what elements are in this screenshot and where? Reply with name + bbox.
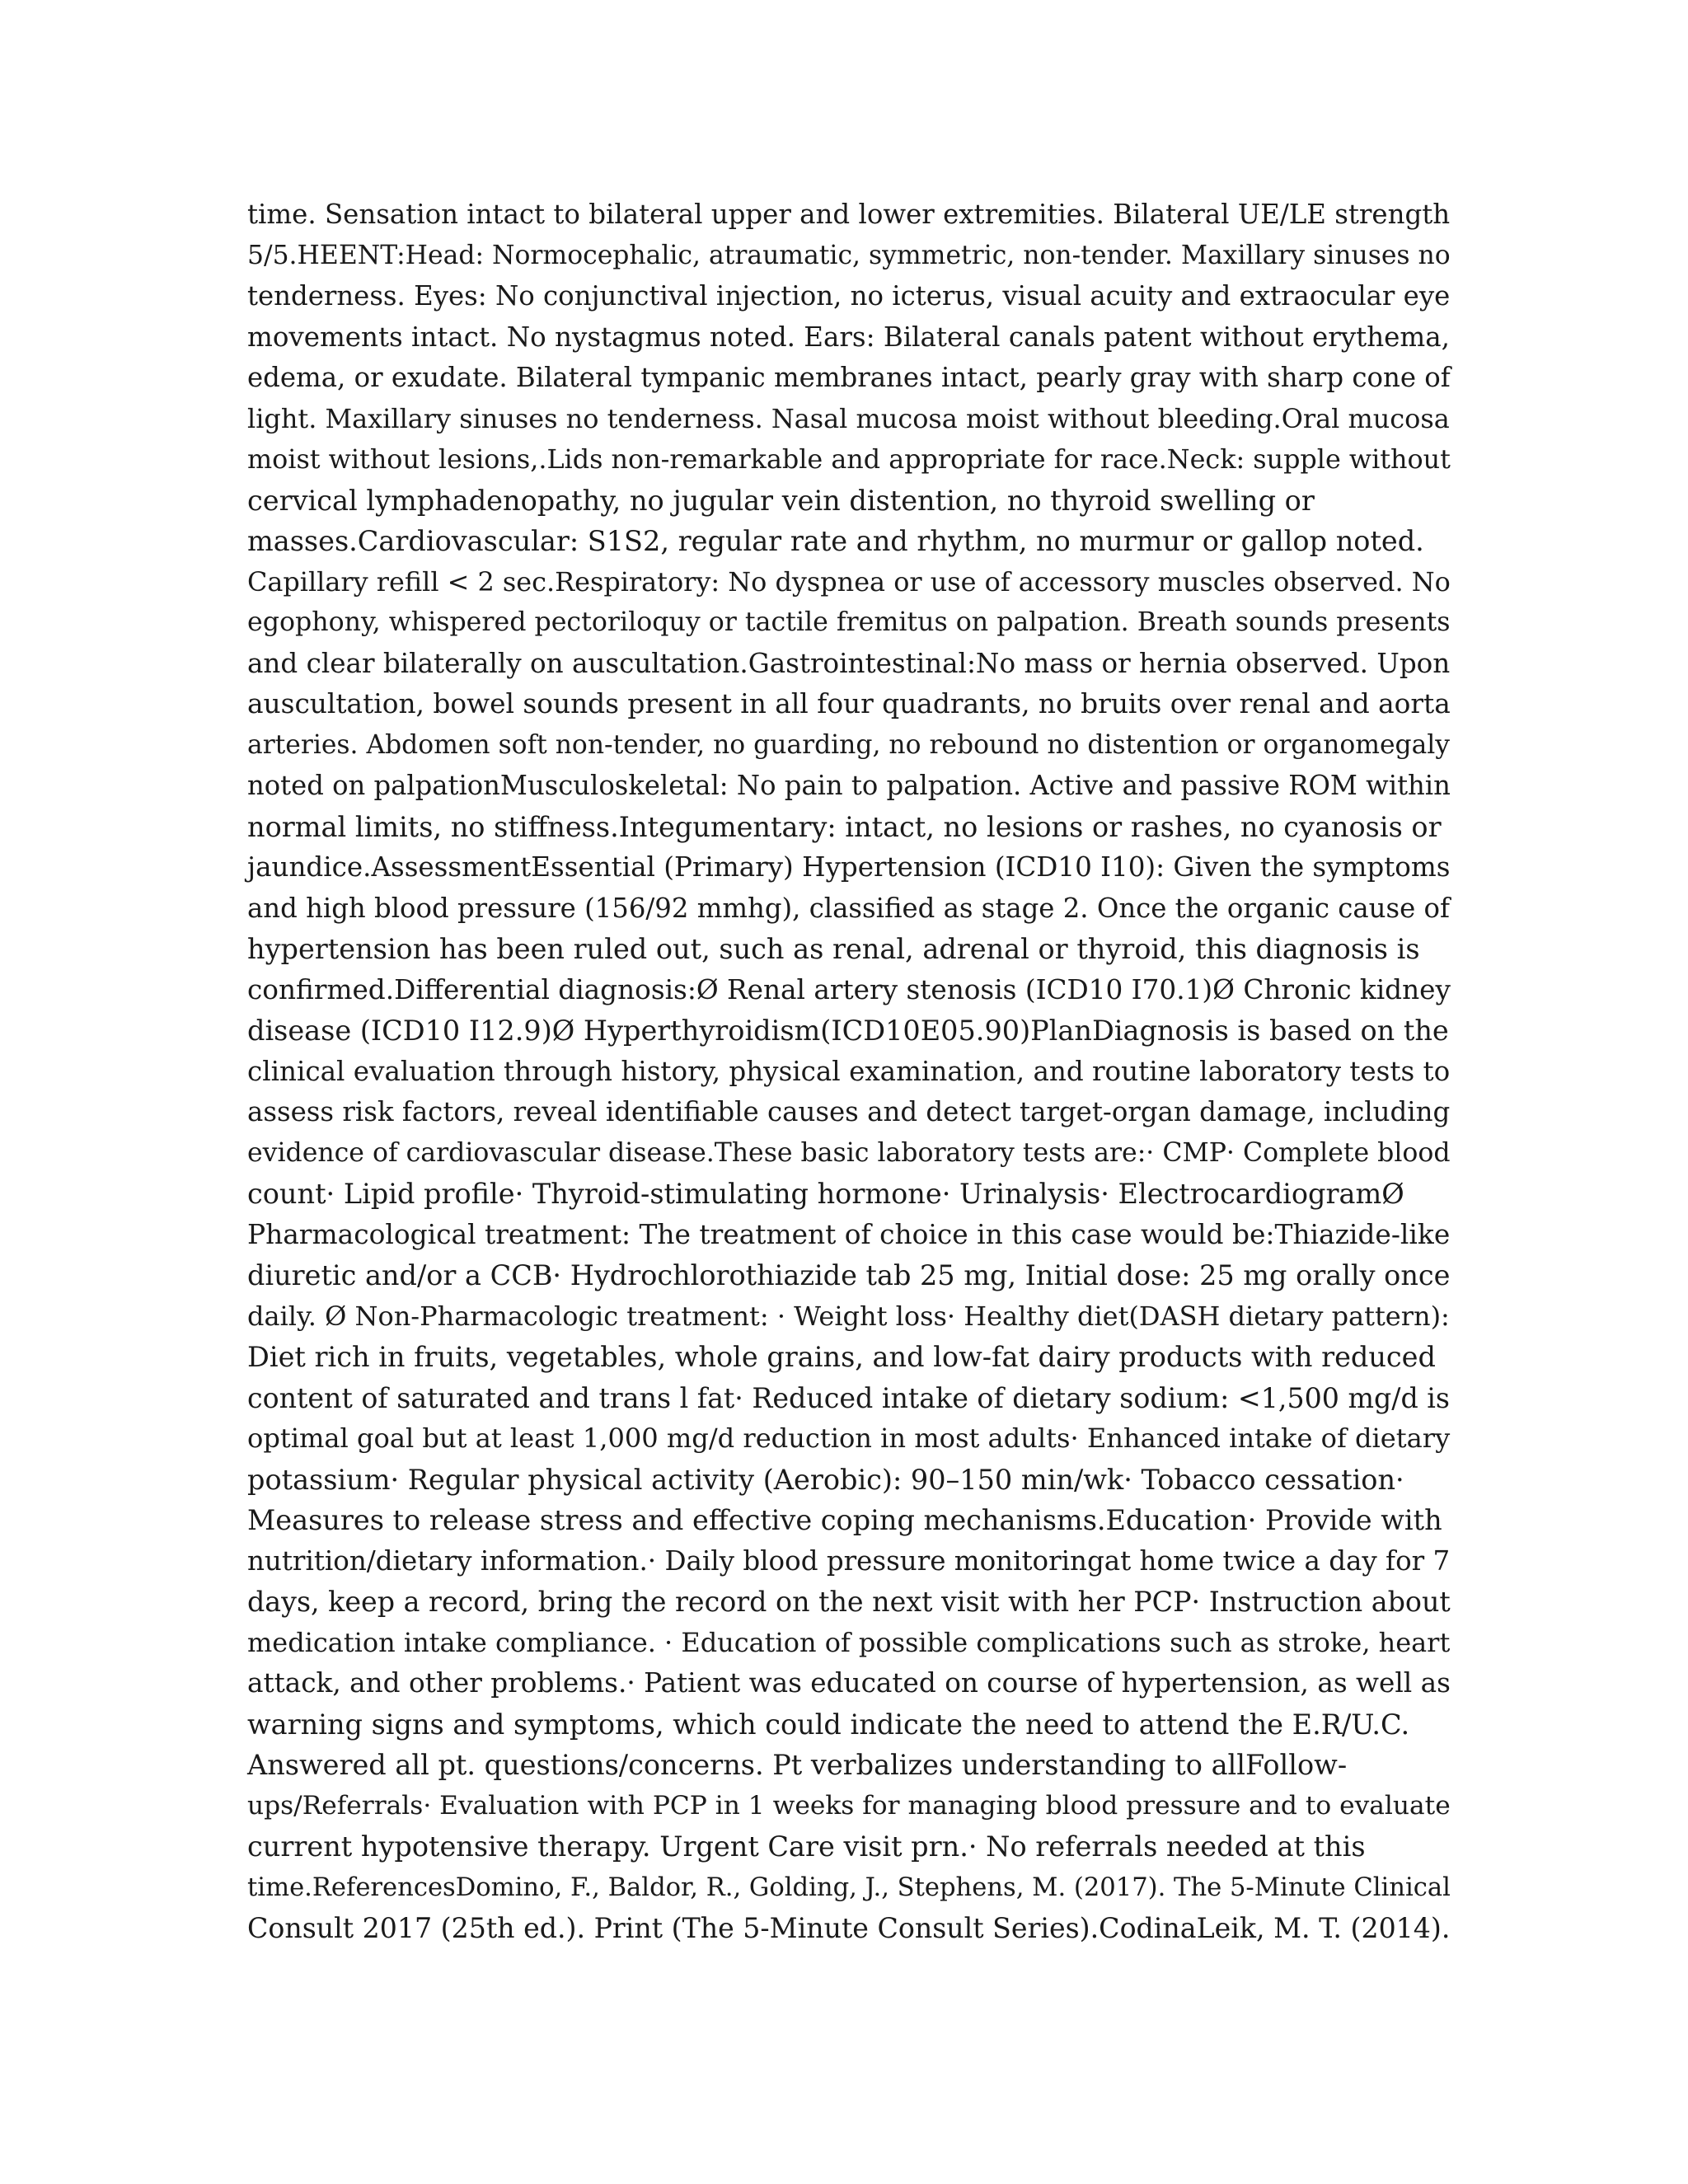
document-text-line: egophony, whispered pectoriloquy or tactile fremitus on palpation. Breath sounds presents — [247, 607, 1451, 637]
document-body-text — [247, 194, 1451, 1949]
document-text-line: Answered all pt. questions/concerns. Pt verbalizes understanding to allFollow- — [247, 1749, 1348, 1781]
document-text-line: Capillary refill < 2 sec.Respiratory: No dyspnea or use of accessory muscles observed. No — [247, 565, 1451, 598]
document-text-line: warning signs and symptoms, which could indicate the need to attend the E.R/U.C. — [247, 1708, 1410, 1741]
document-text-line: edema, or exudate. Bilateral tympanic membranes intact, pearly gray with sharp cone of — [247, 362, 1451, 393]
document-text-line: content of saturated and trans l fat· Reduced intake of dietary sodium: <1,500 mg/d is — [247, 1381, 1450, 1414]
document-text-line: attack, and other problems.· Patient was educated on course of hypertension, as well as — [247, 1667, 1451, 1699]
document-text-line: tenderness. Eyes: No conjunctival injection, no icterus, visual acuity and extraocular eye — [247, 280, 1451, 312]
document-text-line: light. Maxillary sinuses no tenderness. Nasal mucosa moist without bleeding.Oral mucosa — [247, 402, 1450, 434]
document-text-line: time.ReferencesDomino, F., Baldor, R., Golding, J., Stephens, M. (2017). The 5-Minute Clinical — [247, 1872, 1451, 1902]
document-text-line: jaundice.AssessmentEssential (Primary) Hypertension (ICD10 I10): Given the symptoms — [247, 851, 1451, 883]
document-text-line: 5/5.HEENT:Head: Normocephalic, atraumatic, symmetric, non-tender. Maxillary sinuses no — [247, 240, 1451, 270]
document-text-line: Pharmacological treatment: The treatment of choice in this case would be:Thiazide-like — [247, 1218, 1451, 1250]
document-text-line: medication intake compliance. · Education of possible complications such as stroke, heart — [247, 1626, 1451, 1658]
document-text-line: daily. Ø Non-Pharmacologic treatment: · Weight loss· Healthy diet(DASH dietary pattern): — [247, 1300, 1450, 1332]
document-text-line: diuretic and/or a CCB· Hydrochlorothiazide tab 25 mg, Initial dose: 25 mg orally once — [247, 1259, 1451, 1291]
document-text-line: optimal goal but at least 1,000 mg/d reduction in most adults· Enhanced intake of dietary — [247, 1422, 1451, 1454]
document-text-line: assess risk factors, reveal identifiable causes and detect target-organ damage, including — [247, 1096, 1451, 1127]
document-text-line: evidence of cardiovascular disease.These basic laboratory tests are:· CMP· Complete blood — [247, 1137, 1451, 1168]
document-text-line: noted on palpationMusculoskeletal: No pain to palpation. Active and passive ROM within — [247, 770, 1451, 801]
document-text-line: movements intact. No nystagmus noted. Ears: Bilateral canals patent without erythema, — [247, 321, 1450, 353]
document-text-line: and clear bilaterally on auscultation.Gastrointestinal:No mass or hernia observed. Upon — [247, 647, 1451, 679]
document-text-line: current hypotensive therapy. Urgent Care visit prn.· No referrals needed at this — [247, 1830, 1366, 1863]
document-text-line: auscultation, bowel sounds present in all four quadrants, no bruits over renal and aorta — [247, 688, 1451, 719]
document-text-line: days, keep a record, bring the record on the next visit with her PCP· Instruction about — [247, 1586, 1451, 1618]
document-text-line: and high blood pressure (156/92 mmhg), classified as stage 2. Once the organic cause of — [247, 892, 1450, 924]
document-text-line: moist without lesions,.Lids non-remarkable and appropriate for race.Neck: supple without — [247, 444, 1451, 475]
document-text-line: ups/Referrals· Evaluation with PCP in 1 weeks for managing blood pressure and to evaluate — [247, 1790, 1451, 1821]
document-text-line: normal limits, no stiffness.Integumentary: intact, no lesions or rashes, no cyanosis or — [247, 810, 1442, 843]
document-text-line: time. Sensation intact to bilateral upper and lower extremities. Bilateral UE/LE strength — [247, 199, 1451, 230]
document-text-line: disease (ICD10 I12.9)Ø Hyperthyroidism(ICD10E05.90)PlanDiagnosis is based on the — [247, 1015, 1449, 1047]
document-text-line: hypertension has been ruled out, such as renal, adrenal or thyroid, this diagnosis is — [247, 933, 1420, 965]
document-text-line: arteries. Abdomen soft non-tender, no guarding, no rebound no distention or organomegaly — [247, 729, 1451, 760]
document-text-line: Consult 2017 (25th ed.). Print (The 5-Minute Consult Series).CodinaLeik, M. T. (2014). — [247, 1912, 1451, 1944]
document-text-line: nutrition/dietary information.· Daily blood pressure monitoringat home twice a day for 7 — [247, 1544, 1451, 1577]
document-text-line: potassium· Regular physical activity (Aerobic): 90–150 min/wk· Tobacco cessation· — [247, 1463, 1404, 1496]
document-text-line: Diet rich in fruits, vegetables, whole grains, and low-fat dairy products with reduced — [247, 1341, 1436, 1373]
document-text-line: Measures to release stress and effective coping mechanisms.Education· Provide with — [247, 1504, 1442, 1536]
document-text-line: count· Lipid profile· Thyroid-stimulating hormone· Urinalysis· ElectrocardiogramØ — [247, 1178, 1404, 1210]
document-text-line: clinical evaluation through history, physical examination, and routine laboratory tests to — [247, 1055, 1451, 1087]
document-text-line: masses.Cardiovascular: S1S2, regular rate and rhythm, no murmur or gallop noted. — [247, 525, 1424, 557]
document-text-line: confirmed.Differential diagnosis:Ø Renal artery stenosis (ICD10 I70.1)Ø Chronic kidney — [247, 973, 1451, 1005]
document-text-line: cervical lymphadenopathy, no jugular vein distention, no thyroid swelling or — [247, 484, 1315, 517]
